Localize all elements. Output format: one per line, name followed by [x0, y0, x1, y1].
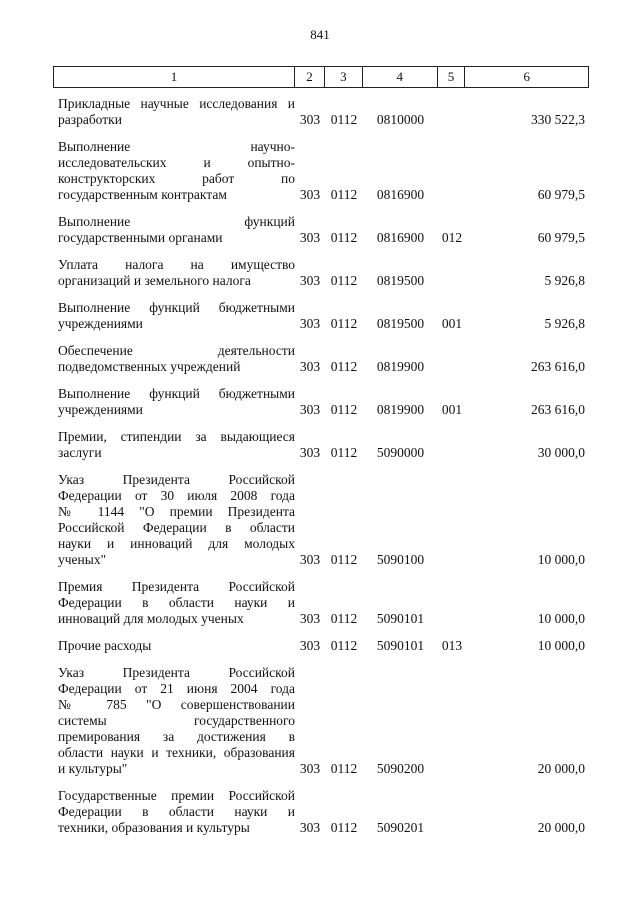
- target-code: 5090101: [376, 638, 425, 653]
- description-line: Прочие расходы: [58, 638, 152, 653]
- description-line: Премия Президента Российской: [58, 579, 295, 594]
- table-row: [53, 788, 589, 836]
- target-code: 5090101: [376, 611, 425, 626]
- description-line: системы государственного: [58, 713, 295, 728]
- amount: 263 616,0: [531, 359, 585, 374]
- description-line: и культуры": [58, 761, 128, 776]
- description-line: Государственные премии Российской: [58, 788, 295, 803]
- ministry-code: 303: [299, 552, 321, 567]
- table-row: [53, 343, 589, 375]
- description-line: Указ Президента Российской: [58, 472, 295, 487]
- section-code: 0112: [330, 552, 358, 567]
- section-code: 0112: [330, 820, 358, 835]
- row-description: [53, 257, 295, 289]
- section-code: 0112: [330, 761, 358, 776]
- row-description: [53, 638, 295, 654]
- row-description: [53, 300, 295, 332]
- description-line: № 785 "О совершенствовании: [58, 697, 295, 712]
- table-row: [53, 638, 589, 654]
- amount: 10 000,0: [537, 611, 585, 626]
- amount: 30 000,0: [537, 445, 585, 460]
- target-code: 0816900: [376, 230, 425, 245]
- row-description: [53, 665, 295, 777]
- amount: 20 000,0: [537, 761, 585, 776]
- target-code: 0819500: [376, 316, 425, 331]
- target-code: 0810000: [376, 112, 425, 127]
- description-line: подведомственных учреждений: [58, 359, 241, 374]
- target-code: 0819900: [376, 402, 425, 417]
- table-row: [53, 96, 589, 128]
- description-line: Выполнение функций бюджетными: [58, 386, 295, 401]
- target-code: 0819900: [376, 359, 425, 374]
- row-description: [53, 343, 295, 375]
- row-description: [53, 472, 295, 568]
- amount: 60 979,5: [537, 187, 585, 202]
- amount: 10 000,0: [537, 552, 585, 567]
- expense-type-code: 013: [441, 638, 463, 653]
- target-code: 5090000: [376, 445, 425, 460]
- target-code: 5090200: [376, 761, 425, 776]
- description-line: Прикладные научные исследования и: [58, 96, 295, 111]
- description-line: Российской Федерации в области: [58, 520, 295, 535]
- description-line: Выполнение научно-: [58, 139, 295, 154]
- amount: 5 926,8: [544, 273, 585, 288]
- table-row: [53, 214, 589, 246]
- ministry-code: 303: [299, 611, 321, 626]
- table-row: [53, 386, 589, 418]
- header-col-3: 3: [325, 67, 363, 87]
- ministry-code: 303: [299, 402, 321, 417]
- amount: 20 000,0: [537, 820, 585, 835]
- section-code: 0112: [330, 187, 358, 202]
- description-line: области науки и техники, образования: [58, 745, 295, 760]
- ministry-code: 303: [299, 820, 321, 835]
- description-line: № 1144 "О премии Президента: [58, 504, 295, 519]
- description-line: организаций и земельного налога: [58, 273, 251, 288]
- description-line: Федерации от 21 июня 2004 года: [58, 681, 295, 696]
- description-line: Обеспечение деятельности: [58, 343, 295, 358]
- description-line: техники, образования и культуры: [58, 820, 250, 835]
- header-col-1: 1: [54, 67, 295, 87]
- description-line: Выполнение функций бюджетными: [58, 300, 295, 315]
- ministry-code: 303: [299, 112, 321, 127]
- ministry-code: 303: [299, 638, 321, 653]
- ministry-code: 303: [299, 316, 321, 331]
- ministry-code: 303: [299, 445, 321, 460]
- section-code: 0112: [330, 112, 358, 127]
- expense-type-code: 012: [441, 230, 463, 245]
- amount: 10 000,0: [537, 638, 585, 653]
- expense-type-code: 001: [441, 316, 463, 331]
- section-code: 0112: [330, 273, 358, 288]
- section-code: 0112: [330, 638, 358, 653]
- row-description: [53, 386, 295, 418]
- row-description: [53, 214, 295, 246]
- description-line: государственным контрактам: [58, 187, 227, 202]
- table-body: [53, 96, 589, 847]
- table-row: [53, 139, 589, 203]
- target-code: 0819500: [376, 273, 425, 288]
- table-row: [53, 300, 589, 332]
- row-description: [53, 788, 295, 836]
- section-code: 0112: [330, 445, 358, 460]
- table-row: [53, 429, 589, 461]
- amount: 263 616,0: [531, 402, 585, 417]
- ministry-code: 303: [299, 273, 321, 288]
- description-line: государственными органами: [58, 230, 223, 245]
- section-code: 0112: [330, 316, 358, 331]
- ministry-code: 303: [299, 187, 321, 202]
- description-line: Выполнение функций: [58, 214, 295, 229]
- description-line: заслуги: [58, 445, 102, 460]
- section-code: 0112: [330, 402, 358, 417]
- header-col-6: 6: [523, 69, 530, 84]
- description-line: инноваций для молодых ученых: [58, 611, 244, 626]
- ministry-code: 303: [299, 359, 321, 374]
- description-line: учреждениями: [58, 316, 143, 331]
- description-line: Премии, стипендии за выдающиеся: [58, 429, 295, 444]
- description-line: исследовательских и опытно-: [58, 155, 295, 170]
- description-line: Федерации в области науки и: [58, 595, 295, 610]
- table-row: [53, 472, 589, 568]
- description-line: науки и инноваций для молодых: [58, 536, 295, 551]
- description-line: ученых": [58, 552, 107, 567]
- row-description: [53, 139, 295, 203]
- row-description: [53, 429, 295, 461]
- description-line: конструкторских работ по: [58, 171, 295, 186]
- description-line: Федерации в области науки и: [58, 804, 295, 819]
- description-line: премирования за достижения в: [58, 729, 295, 744]
- ministry-code: 303: [299, 230, 321, 245]
- page-number: 841: [310, 27, 330, 42]
- table-header: [53, 66, 589, 88]
- target-code: 5090201: [376, 820, 425, 835]
- row-description: [53, 579, 295, 627]
- header-col-2: 2: [295, 67, 325, 87]
- expense-type-code: 001: [441, 402, 463, 417]
- table-row: [53, 665, 589, 777]
- amount: 330 522,3: [531, 112, 585, 127]
- target-code: 0816900: [376, 187, 425, 202]
- description-line: учреждениями: [58, 402, 143, 417]
- description-line: Указ Президента Российской: [58, 665, 295, 680]
- ministry-code: 303: [299, 761, 321, 776]
- description-line: разработки: [58, 112, 122, 127]
- table-row: [53, 579, 589, 627]
- section-code: 0112: [330, 230, 358, 245]
- row-description: [53, 96, 295, 128]
- description-line: Уплата налога на имущество: [58, 257, 295, 272]
- target-code: 5090100: [376, 552, 425, 567]
- description-line: Федерации от 30 июля 2008 года: [58, 488, 295, 503]
- section-code: 0112: [330, 359, 358, 374]
- header-col-4: 4: [363, 67, 438, 87]
- amount: 5 926,8: [544, 316, 585, 331]
- section-code: 0112: [330, 611, 358, 626]
- header-col-5: 5: [438, 67, 466, 87]
- table-row: [53, 257, 589, 289]
- amount: 60 979,5: [537, 230, 585, 245]
